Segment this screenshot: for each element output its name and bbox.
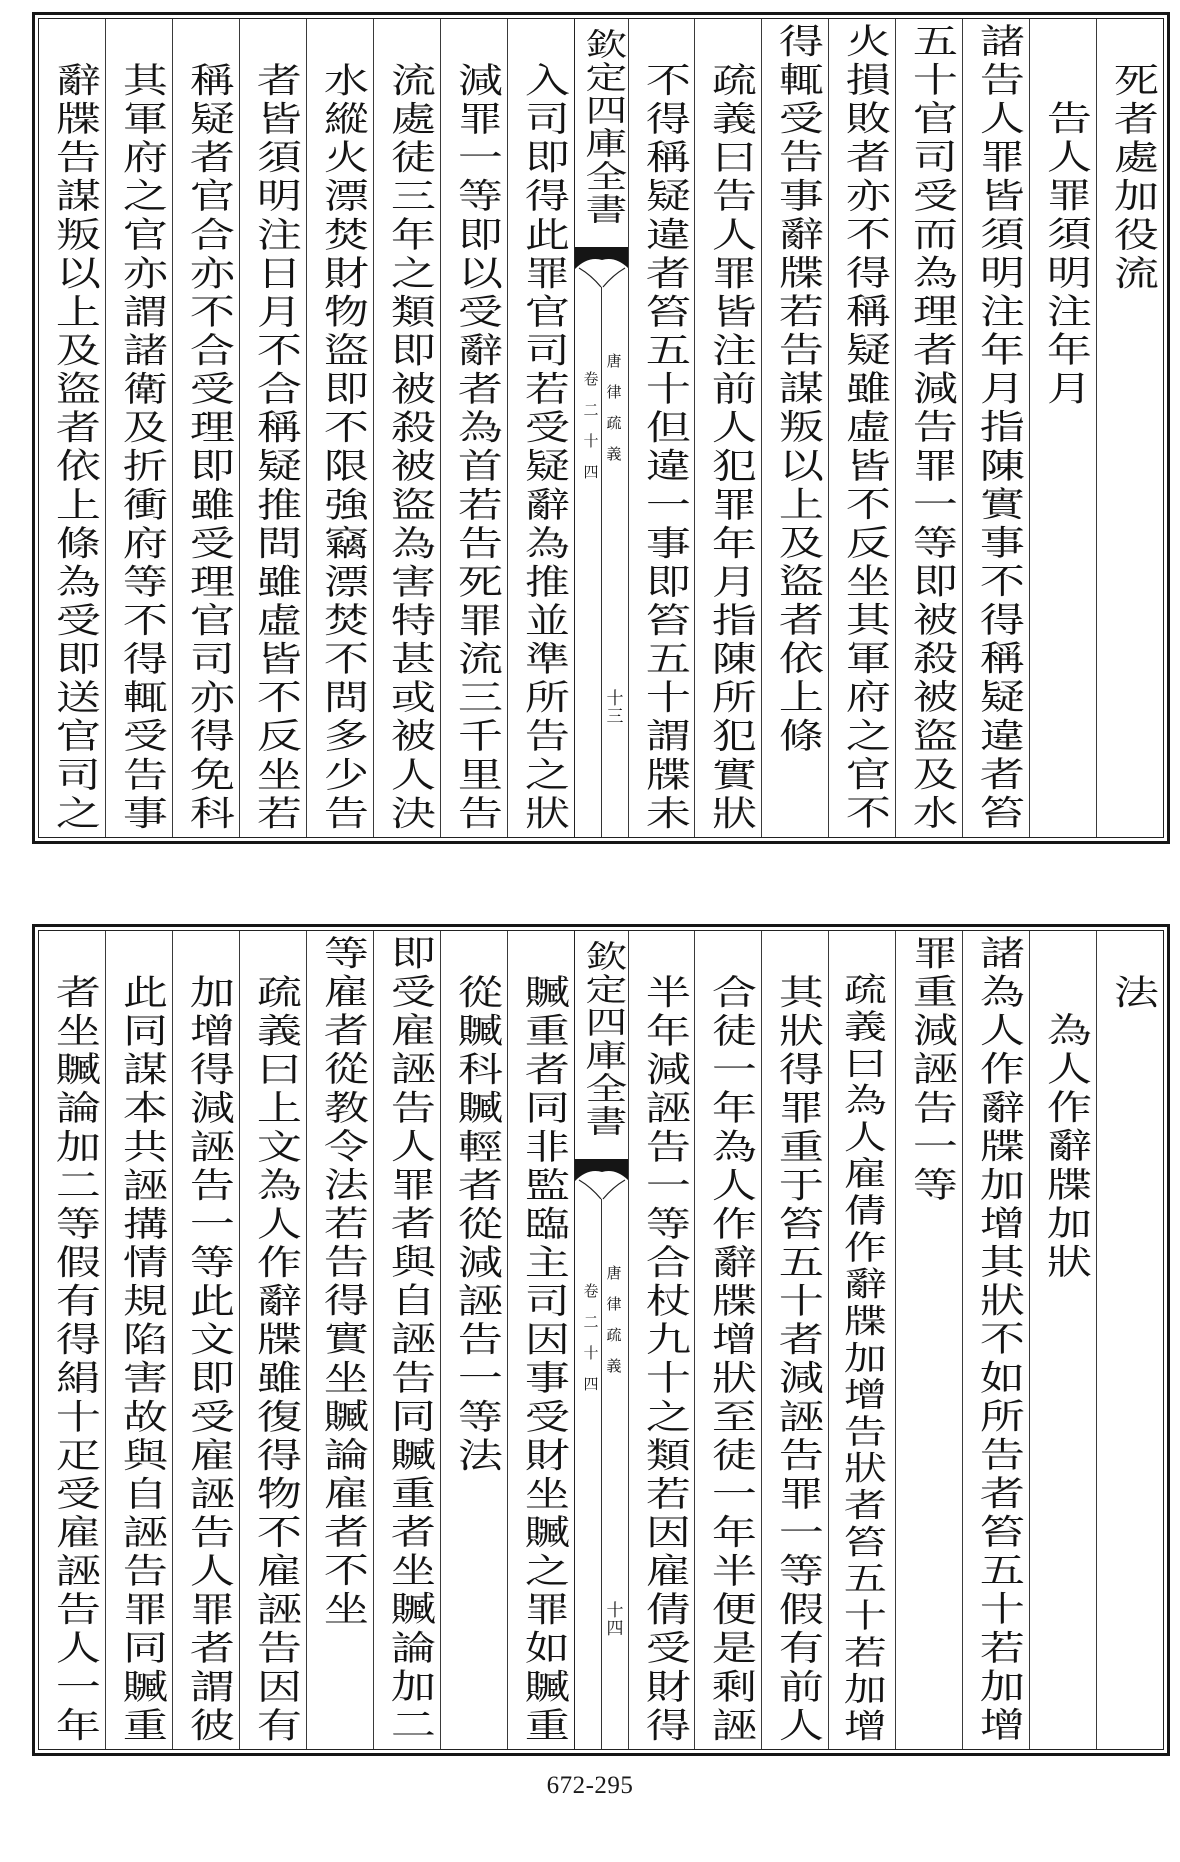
band-book-title: 唐律疏義: [604, 1265, 623, 1389]
band-center-line: [601, 1199, 602, 1749]
band-leaf-number: 十三: [602, 689, 623, 725]
statute-text-column: [306, 931, 373, 1749]
column-text: 加增得減誣告一等此文即受雇誣告人罪者謂彼: [181, 973, 234, 1745]
statute-text-column: [895, 931, 962, 1749]
column-text: 疏義曰為人雇倩作辭牒加增告狀者笞五十若加增: [837, 971, 889, 1745]
column-text: 合徒一年為人作辭牒增狀至徒一年半便是剩誣: [703, 973, 756, 1745]
column-text: 疏義曰上文為人作辭牒雖復得物不雇誣告因有: [248, 973, 301, 1745]
page-band: [574, 19, 628, 837]
statute-text-column: [373, 931, 440, 1749]
column-text: 不得稱疑違者笞五十但違一事即笞五十謂牒未: [636, 61, 689, 833]
text-frame: [38, 930, 1164, 1750]
column-text: 諸告人罪皆須明注年月指陳實事不得稱疑違者笞: [971, 23, 1024, 833]
band-book-title: 唐律疏義: [604, 353, 623, 477]
column-text: 法: [1105, 973, 1158, 1013]
statute-text-column: [962, 931, 1029, 1749]
statute-text-column: [761, 19, 828, 837]
column-text: 贓重者同非監臨主司因事受財坐贓之罪如贓重: [515, 973, 568, 1745]
band-volume-number: 卷二十四: [581, 371, 600, 495]
lower-leaf: [32, 924, 1170, 1756]
text-column: [1096, 19, 1163, 837]
commentary-column: [239, 931, 306, 1749]
commentary-column: [628, 19, 695, 837]
commentary-column: [694, 19, 761, 837]
commentary-column: [440, 931, 507, 1749]
column-text: 得輒受告事辭牒若告謀叛以上及盜者依上條: [770, 23, 823, 756]
column-text: 死者處加役流: [1105, 61, 1158, 293]
statute-text-column: [828, 19, 895, 837]
commentary-column: [761, 931, 828, 1749]
column-text: 此同謀本共誣搆情規陷害故與自誣告罪同贓重: [114, 973, 167, 1745]
column-text: 火損敗者亦不得稱疑雖虛皆不反坐其軍府之官不: [837, 23, 890, 833]
column-text: 罪重減誣告一等: [904, 935, 957, 1205]
article-heading: 告人罪須明注年月: [1038, 100, 1091, 409]
column-text: 五十官司受而為理者減告罪一等即被殺被盜及水: [904, 23, 957, 833]
upper-leaf: [32, 12, 1170, 844]
commentary-column: [507, 931, 574, 1749]
commentary-column: [628, 931, 695, 1749]
commentary-column: [694, 931, 761, 1749]
fishtail-ornament: [575, 1157, 628, 1201]
article-heading-column: [1029, 19, 1096, 837]
band-center-line: [601, 287, 602, 837]
statute-text-column: [962, 19, 1029, 837]
band-collection-title: 欽定四庫全書: [577, 940, 626, 1138]
statute-text-column: [895, 19, 962, 837]
commentary-column: [828, 931, 895, 1749]
article-heading: 為人作辭牒加狀: [1038, 1012, 1091, 1283]
column-text: 流處徒三年之類即被殺被盜為害特甚或被人決: [381, 61, 434, 833]
commentary-column: [239, 19, 306, 837]
column-text: 半年減誣告一等合杖九十之類若因雇倩受財得: [636, 973, 689, 1745]
commentary-column: [172, 931, 239, 1749]
commentary-column: [105, 931, 172, 1749]
column-text: 諸為人作辭牒加增其狀不如所告者笞五十若加增: [971, 935, 1024, 1745]
band-leaf-number: 十四: [602, 1601, 623, 1637]
band-collection-title: 欽定四庫全書: [577, 28, 626, 226]
column-text: 水縱火漂焚財物盜即不限強竊漂焚不問多少告: [314, 61, 367, 833]
commentary-column: [306, 19, 373, 837]
commentary-column: [105, 19, 172, 837]
band-volume-number: 卷二十四: [581, 1283, 600, 1407]
commentary-column: [39, 931, 105, 1749]
column-text: 者皆須明注日月不合稱疑推問雖虛皆不反坐若: [248, 61, 301, 833]
column-text: 從贓科贓輕者從減誣告一等法: [448, 973, 501, 1475]
commentary-column: [172, 19, 239, 837]
column-text: 者坐贓論加二等假有得絹十疋受雇誣告人一年: [47, 973, 100, 1745]
text-frame: [38, 18, 1164, 838]
page-reference: 672-295: [546, 1772, 634, 1799]
column-text: 即受雇誣告人罪者與自誣告同贓重者坐贓論加二: [381, 935, 434, 1745]
commentary-column: [1096, 931, 1163, 1749]
article-heading-column: [1029, 931, 1096, 1749]
column-text: 疏義曰告人罪皆注前人犯罪年月指陳所犯實狀: [703, 61, 756, 833]
column-text: 減罪一等即以受辭者為首若告死罪流三千里告: [448, 61, 501, 833]
column-text: 其軍府之官亦謂諸衛及折衝府等不得輒受告事: [114, 61, 167, 833]
commentary-column: [440, 19, 507, 837]
column-text: 其狀得罪重于笞五十者減誣告罪一等假有前人: [770, 973, 823, 1745]
column-text: 等雇者從教令法若告得實坐贓論雇者不坐: [314, 935, 367, 1630]
column-text: 入司即得此罪官司若受疑辭為推並準所告之狀: [515, 61, 568, 833]
column-text: 稱疑者官合亦不合受理即雖受理官司亦得免科: [181, 61, 234, 833]
column-text: 辭牒告謀叛以上及盜者依上條為受即送官司之: [47, 61, 100, 833]
commentary-column: [507, 19, 574, 837]
page-band: [574, 931, 628, 1749]
fishtail-ornament: [575, 245, 628, 289]
commentary-column: [39, 19, 105, 837]
commentary-column: [373, 19, 440, 837]
